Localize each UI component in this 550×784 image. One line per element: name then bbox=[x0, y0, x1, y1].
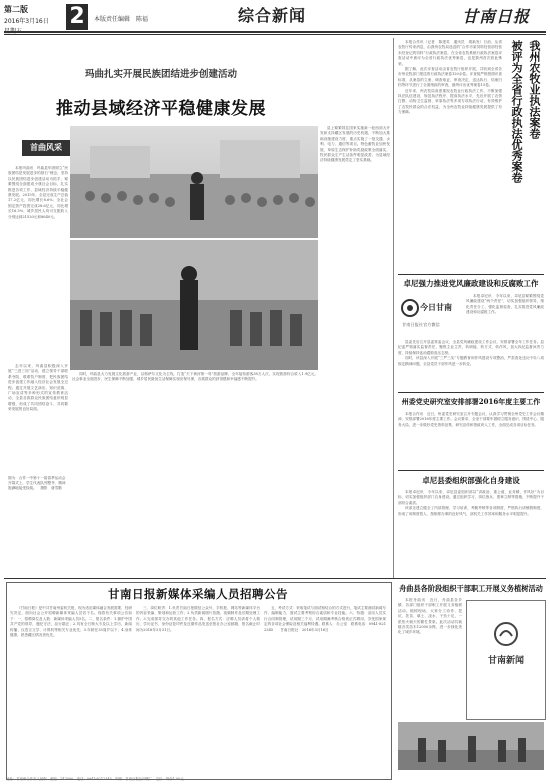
zhouqu-brand-text: 甘南新闻 bbox=[487, 656, 524, 666]
side-story-rule bbox=[398, 274, 544, 275]
recruitment-paragraph-3: 五、考试方式：采取笔试与面试相结合的方式进行，笔试主要测试新闻写作、编辑能力，面试主要考察综合素质和专业技能。六、待遇：录用人员实行合同制管理，试用期三个月，试用期满考核合格者正式聘用，享受国家规定的各项社会保险及相关福利待遇。联系人：办公室 联系电话：0941-8212345 甘南日报社 2016年3月16日 bbox=[264, 606, 386, 632]
recruitment-headline: 甘南日报新媒体采编人员招聘公告 bbox=[108, 587, 288, 601]
paper-logo: 甘南日报 bbox=[462, 7, 531, 26]
lead-photo-lower-graphic bbox=[70, 240, 318, 370]
edition-label: 第二版 bbox=[4, 5, 28, 14]
recruitment-col3 bbox=[264, 606, 386, 774]
photo-brand-tag bbox=[22, 140, 70, 156]
lead-photo-caption: 图为：合作一中第十一届春季运动会开幕式上，学生代表队列整齐、精神饱满地接受检阅。 摄影 唐雪勤 bbox=[8, 476, 66, 491]
lead-text-col3 bbox=[72, 372, 318, 432]
zhuoni-paragraph-2: 县委先后召开县委常委会议、全县党风廉政建设工作会议，安排部署全年工作任务。县纪委严格落实监督责任，聚焦主业主责，转职能、转方式、转作风，加大执纪监督问责力度，持续保持惩治腐败高压态势。 bbox=[398, 340, 544, 355]
lead-paragraph-4: 同时，玛曲县大力发展文化旅游产业，以格萨尔文化为主线，打造“天下黄河第一弯”旅游品牌，全年接待游客38万人次，实现旅游综合收入1.9亿元。社会事业全面进步，民生保障不断加强，城乡居民最低生活保障实现应保尽保，各族群众的获得感和幸福感不断提升。 bbox=[72, 372, 318, 382]
masthead-rule bbox=[4, 31, 546, 33]
zhouqu-photo bbox=[398, 722, 544, 770]
lead-photo-lower bbox=[70, 240, 318, 370]
zhouqu-photo-graphic bbox=[398, 722, 544, 770]
lead-paragraph-1: 本报玛曲讯 玛曲县牢固树立“民族团结是发展进步的基石”理念，坚持以民族团结进步创建活动为抓手，紧紧围绕全面建成小康社会目标，扎实推进各项工作，县域经济持续平稳健康发展。2015年，全县完成生产总值17.2亿元，同比增长8.6%；全社会固定资产投资完成28.6亿元，同比增长16.5%；城乡居民人均可支配收入分别达到21520元和8640元。 bbox=[8, 166, 68, 219]
lead-photo-graphic bbox=[70, 126, 318, 238]
party-history-body bbox=[398, 412, 544, 468]
section-title: 综合新闻 bbox=[238, 6, 307, 25]
ring-logo-icon bbox=[400, 298, 420, 318]
zhuoni-org-paragraph-1: 本报卓尼讯 今年以来，卓尼县委组织部以“讲政治、重公道、业务精、作风好”为目标，切实加强组织部门自身建设。通过组织学习、岗位练兵、建章立制等措施，不断提升干部综合素质。 bbox=[398, 490, 544, 505]
zhuoni-paragraph-3: 同时，该县深入开展“三严三实”专题教育和作风建设专项整治，严肃查处违反中央八项规定精神问题，全县党员干部作风进一步转变。 bbox=[398, 356, 544, 366]
recruitment-col1 bbox=[10, 606, 132, 774]
recruitment-paragraph-2: 三、岗位职责：1.负责甘南日报微信公众号、手机报、网站等新媒体平台的内容采编、策划和运营工作；2.负责新闻图片拍摄、视频制作及后期处理工作；3.完成领导交办的其他工作任务。四、报名方式：应聘人员请将个人简历、学历证书、身份证复印件及近期作品发送至报社办公室邮箱，报名截止时间为2016年3月31日。 bbox=[136, 606, 260, 632]
zhouqu-body bbox=[398, 598, 462, 718]
page-number: 2 bbox=[69, 4, 85, 29]
masthead-rule-thin bbox=[4, 34, 546, 35]
side-headline-1: 我州农牧业执法案卷 bbox=[528, 40, 541, 139]
side-paragraph-3: 近年来，州农牧局高度重视农牧业行政执法工作，不断加强执法队伍建设，规范执法程序，提高执法水平，先后开展了农资打假、动物卫生监督、草原执法等多项专项执法行动，有效维护了农牧民群众的合法权益，为全州农牧业持续健康发展提供了有力保障。 bbox=[398, 88, 502, 115]
zhuoni-org-paragraph-2: 该部还建立健全了内部管理、学习培训、考勤考核等各项制度，严格执行请销假制度，形成了用制度管人、按制度办事的良好风气，部机关工作效率和服务水平明显提升。 bbox=[398, 506, 544, 516]
brand-logo-icon bbox=[493, 621, 519, 647]
lead-text-col1b bbox=[8, 364, 68, 474]
photo-brand-text: 首曲风采 bbox=[30, 143, 62, 152]
zhuoni-body bbox=[398, 340, 544, 388]
lead-paragraph-2: 去年以来，玛曲县积极深入开展“三进三同”活动，建立领导干部联系寺院、联系牧户制度，把民族团结进步创建工作融入经济社会发展全过程。通过开展文艺演出、知识竞赛、广场宣讲等多种形式的宣传教育活动，全县各族群众民族团结意识明显增强，形成了共同团结奋斗、共同繁荣发展的良好局面。 bbox=[8, 364, 68, 412]
edition-date: 2016年3月16日 bbox=[4, 18, 49, 25]
page-number-badge bbox=[66, 4, 88, 30]
mid-page-rule bbox=[4, 578, 546, 579]
recruitment-paragraph-1: 《甘南日报》是中共甘南州委机关报，现为适应媒体融合发展需要，经研究决定，面向社会公开招聘新媒体采编人员若干名。现将有关事项公告如下：一、招聘岗位及人数：新媒体采编人员5名。二、报名条件：1.拥护中国共产党的领导，遵纪守法，品行端正；2.具有全日制大专及以上学历，新闻传播、汉语言文学、计算机等相关专业优先；3.年龄在35周岁以下；4.身体健康，熟悉藏区情况者优先。 bbox=[10, 606, 132, 638]
lead-text-col2 bbox=[320, 126, 390, 376]
side-paragraph-1: 本报合作讯（记者 陈建英 通讯员 胡新发）日前，从省农牧厅传来消息，由我州农牧局选送的“合作市某饲料经营部经营未经登记的饲料”行政执法案卷，在全省农牧系统行政执法案卷评查活动中被评为全省行政执法优秀案卷，也是我州首次获此殊荣。 bbox=[398, 40, 502, 66]
brand-caption: 甘南日报社官方微信 bbox=[402, 322, 440, 327]
zhuoni-body-right bbox=[466, 294, 544, 338]
party-history-paragraph: 本报合作讯 近日，州委党史研究室召开专题会议，认真学习贯彻全州党史工作会议精神，安排部署2016年度主要工作。会议要求，全室干部要牢固树立服务意识，围绕中心、服务大局，进一步做好党史资料征集、研究宣传和资政育人工作，全面完成各项目标任务。 bbox=[398, 412, 544, 427]
brand-logo-text: 今日甘南 bbox=[420, 302, 452, 312]
lead-paragraph-3: 县上紧紧抓住国家实施新一轮西部大开发和支持藏区发展的历史机遇，不断加大基础设施建设力度，重点实施了一批交通、水利、电力、通信等项目。特色畜牧业加快发展，草原生态保护补助奖励政策全面落实，牧民群众生产生活条件明显改善，为县域经济持续健康发展奠定了坚实基础。 bbox=[320, 126, 390, 163]
zhuoni-headline: 卓尼强力推进党风廉政建设和反腐败工作 bbox=[403, 279, 539, 288]
zhouqu-headline: 舟曲县各阶段组织干部职工开展义务植树活动 bbox=[399, 584, 543, 593]
lead-text-col1 bbox=[8, 166, 68, 362]
editor-credits: 本版责任编辑 陈福 bbox=[94, 16, 149, 23]
lead-photo bbox=[70, 126, 318, 238]
zhouqu-paragraph: 本报舟曲讯 近日，舟曲县各乡镇、各部门组织干部职工开展义务植树活动。植树现场，大家分工协作、挖坑、扶苗、填土、浇水，干劲十足，一派热火朝天的繁忙景象。此次活动共栽植各类苗木12000余株，进一步绿化美化了城乡环境。 bbox=[398, 598, 462, 635]
zhuoni-org-body bbox=[398, 490, 544, 574]
footer-line: 地址：甘南州合作市人民街 邮编：747000 电话：0941-8212345 印刷：甘南日报社印刷厂 定价：每份1.00元 bbox=[6, 777, 184, 781]
left-column-divider bbox=[393, 38, 394, 578]
side-paragraph-2: 据了解，此次评查活动由省农牧厅组织开展，共收到全省各市州农牧部门报送的行政执法案卷120余卷。评查组严格按照评查标准，从案卷的立案、调查取证、审查决定、送达执行、结案归档等环节进行了全面细致的审查，最终评出优秀案卷15卷。 bbox=[398, 67, 502, 88]
zhuoni-org-headline: 卓尼县委组织部强化自身建设 bbox=[422, 476, 520, 485]
zhuoni-paragraph-1: 本报卓尼讯 今年以来，卓尼县紧紧围绕党风廉政建设“两个责任”，切实加强组织领导，细化责任分工，强化监督检查，扎实推进党风廉政建设和反腐败工作。 bbox=[466, 294, 544, 315]
party-history-headline: 州委党史研究室安排部署2016年度主要工作 bbox=[401, 397, 541, 406]
brand-box bbox=[398, 294, 464, 338]
recruitment-col2 bbox=[136, 606, 260, 774]
side-story-body bbox=[398, 40, 502, 272]
zhuoni-rule bbox=[398, 392, 544, 393]
lead-kicker: 玛曲扎实开展民族团结进步创建活动 bbox=[84, 69, 237, 80]
zhouqu-brand-box bbox=[466, 600, 546, 720]
lead-headline: 推动县域经济平稳健康发展 bbox=[56, 99, 266, 119]
side-headline-2: 被评为全省行政执法优秀案卷 bbox=[510, 40, 523, 183]
party-history-rule bbox=[398, 470, 544, 471]
